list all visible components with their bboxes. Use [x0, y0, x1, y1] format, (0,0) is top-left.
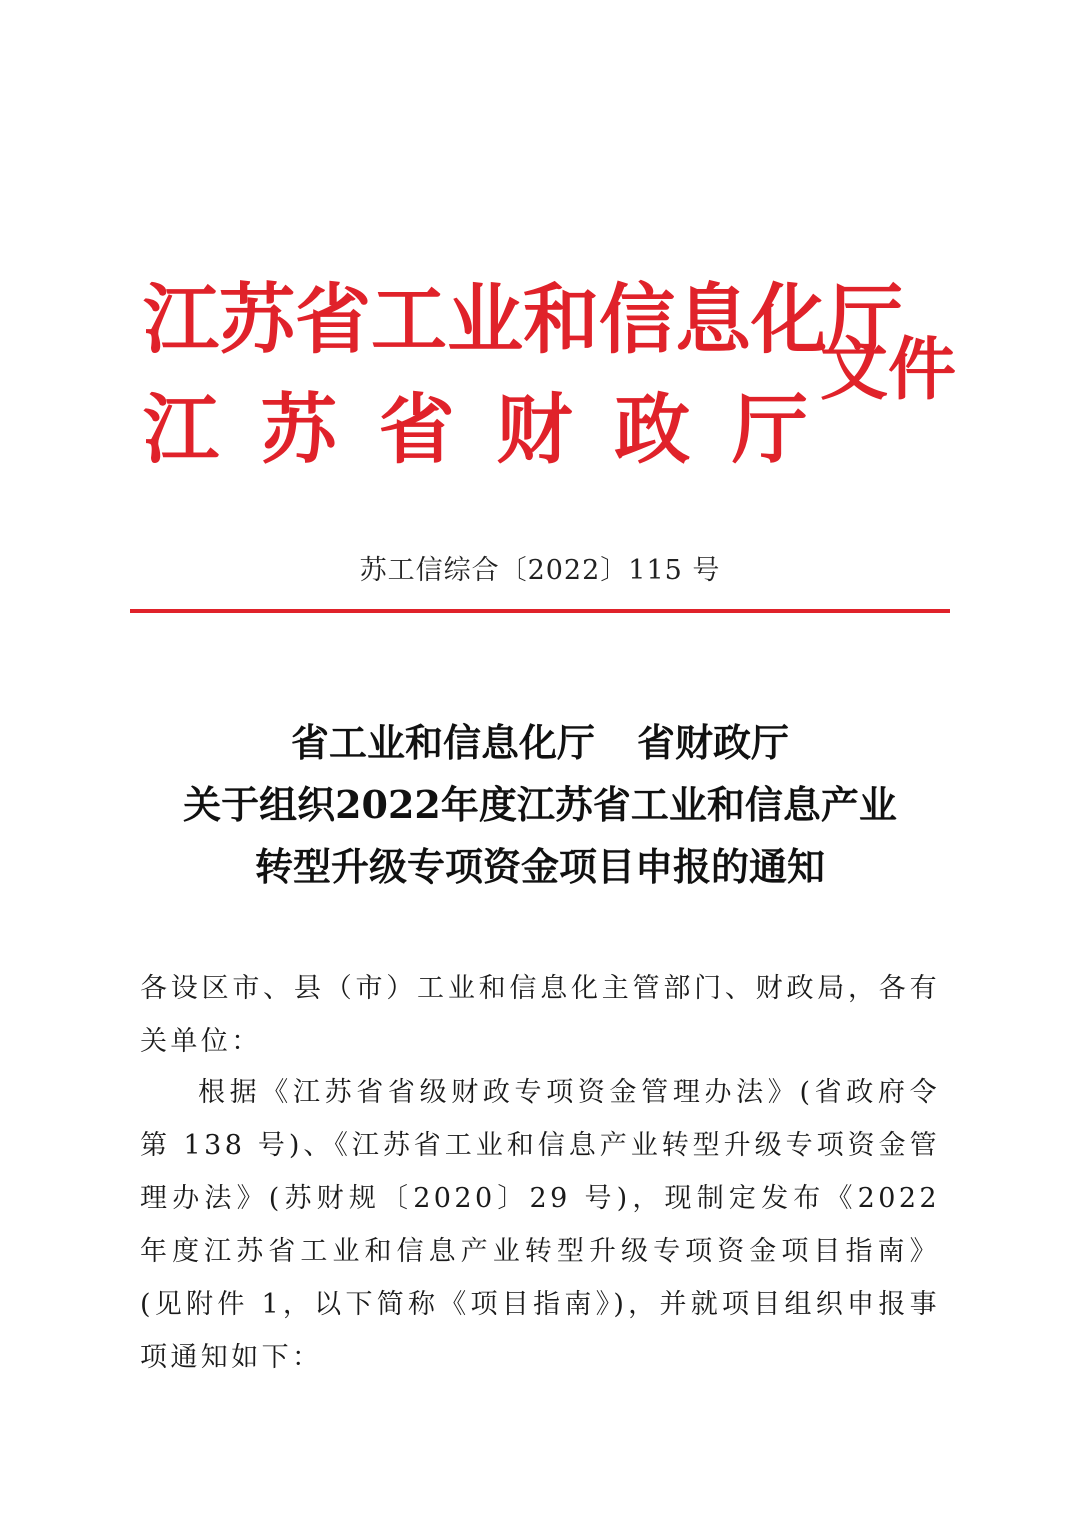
- body-paragraph: 根据《江苏省省级财政专项资金管理办法》(省政府令第 138 号)、《江苏省工业和信息产业转型升级专项资金管理办法》(苏财规〔2020〕29 号)，现制定发布《2022 年度江苏省工业和信息产业转型升级专项资金项目指南》(见附件 1，以下简称《项目指南》)，并就项目组织申报事项通知如下：: [140, 1077, 940, 1373]
- issuer-2-char: 省: [378, 385, 455, 474]
- title-issuer-1: 省工业和信息化厅: [290, 720, 595, 765]
- salutation: 各设区市、县（市）工业和信息化主管部门、财政局，各有关单位：: [140, 973, 940, 1057]
- issuer-2-char: 财: [496, 385, 573, 474]
- title-line-1: [0, 720, 1080, 765]
- title-line-2: 关于组织2022年度江苏省工业和信息产业: [183, 782, 897, 827]
- title-issuer-2: 省财政厅: [637, 720, 790, 765]
- issuer-2-char: 政: [614, 385, 691, 474]
- document-number: 苏工信综合〔2022〕115 号: [359, 555, 721, 586]
- file-label: 文件: [820, 330, 957, 410]
- issuer-name-line-2: [143, 385, 808, 474]
- title-line-3: 转型升级专项资金项目申报的通知: [254, 844, 825, 889]
- issuer-2-char: 江: [143, 385, 219, 474]
- issuer-2-char: 厅: [731, 385, 808, 474]
- issuer-name-line-1: 江苏省工业和信息化厅: [143, 275, 903, 364]
- header-divider: [130, 609, 950, 613]
- issuer-2-char: 苏: [260, 385, 337, 474]
